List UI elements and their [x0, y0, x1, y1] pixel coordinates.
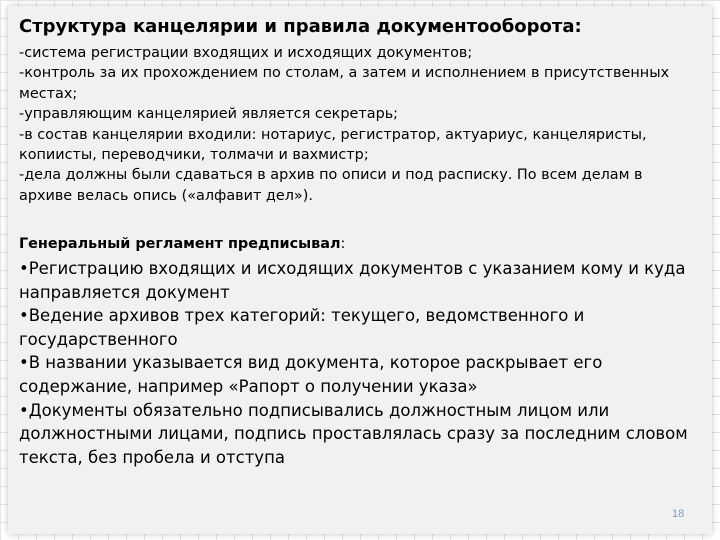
structure-item: -дела должны были сдаваться в архив по описи и под расписку. По всем делам в архиве велась опись («алфавит дел»). — [19, 167, 643, 204]
slide-title: Структура канцелярии и правила документооборота: — [19, 16, 582, 37]
structure-list — [19, 43, 699, 206]
regulation-heading-text: Генеральный регламент предписывал — [19, 236, 341, 252]
regulation-item: •В названии указывается вид документа, которое раскрывает его содержание, например «Рапорт о получении указа» — [19, 353, 603, 396]
structure-item: -в состав канцелярии входили: нотариус, регистратор, актуариус, канцеляристы, копиисты, переводчики, толмачи и вахмистр; — [19, 126, 647, 164]
regulation-item: •Ведение архивов трех категорий: текущего, ведомственного и государственного — [19, 306, 585, 349]
structure-item: -управляющим канцелярией является секретарь; — [19, 106, 399, 123]
structure-item: -контроль за их прохождением по столам, а затем и исполнением в присутственных местах; — [19, 65, 670, 102]
regulation-item: •Документы обязательно подписывались должностным лицом или должностными лицами, подпись проставлялась сразу за последним словом текста, без пробела и отступа — [19, 400, 688, 467]
structure-item: -система регистрации входящих и исходящих документов; — [19, 45, 473, 61]
regulation-item: •Регистрацию входящих и исходящих документов с указанием кому и куда направляется документ — [19, 259, 686, 302]
regulation-heading — [19, 234, 345, 254]
regulation-list — [19, 257, 699, 469]
regulation-heading-colon: : — [340, 236, 346, 252]
page-number: 18 — [672, 508, 685, 520]
